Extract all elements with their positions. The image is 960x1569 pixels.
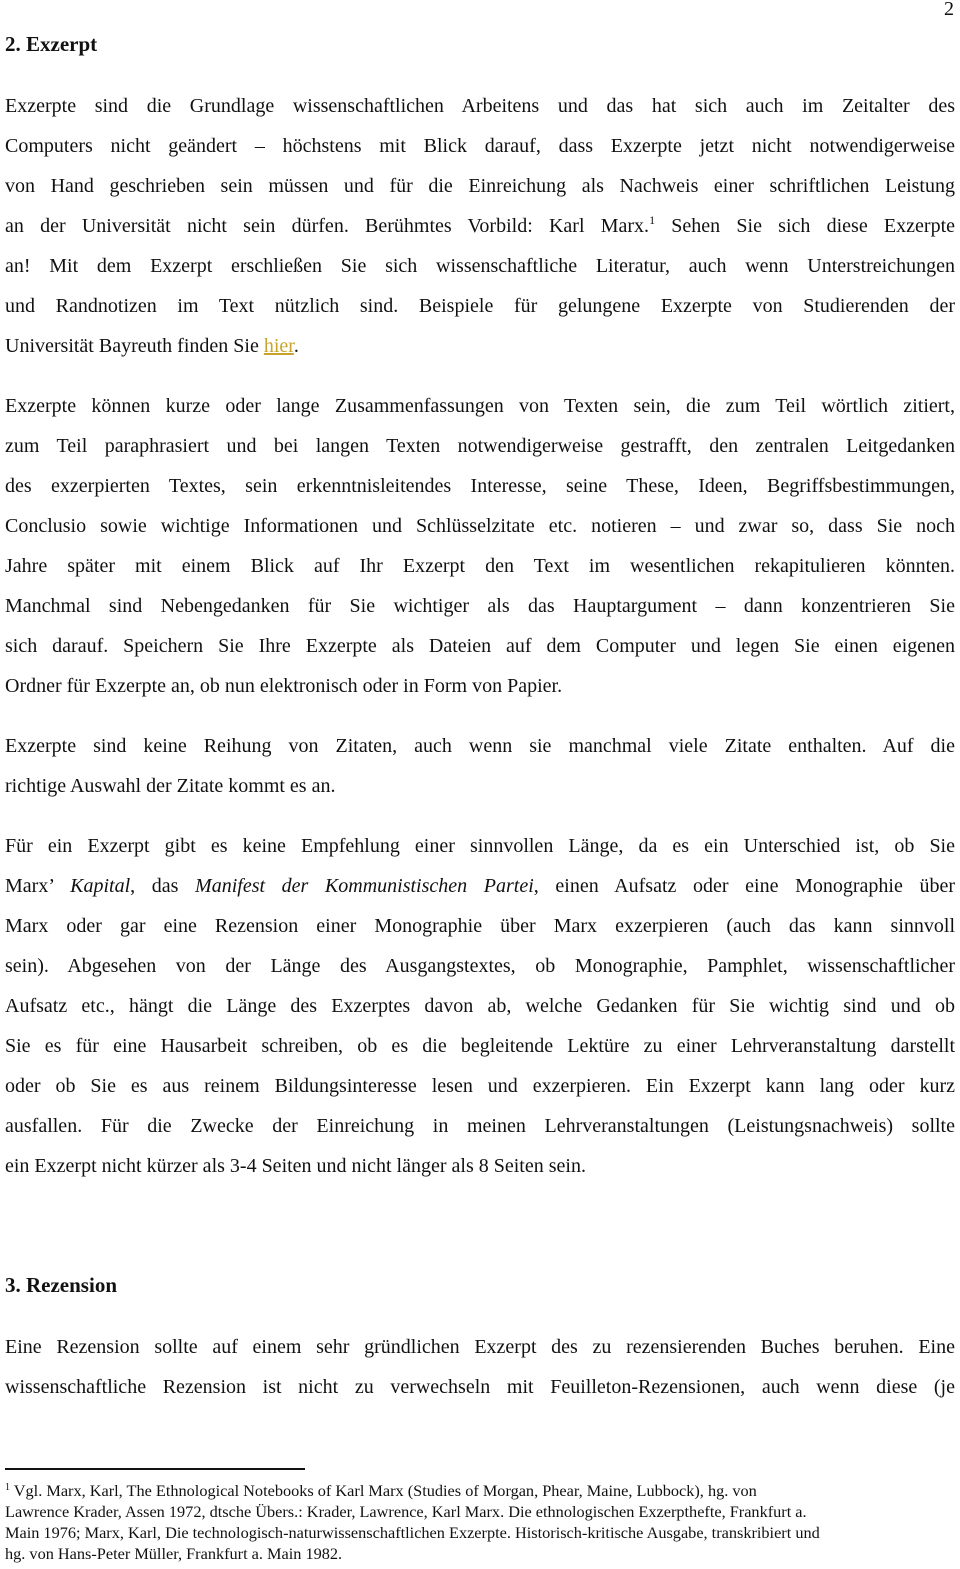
text-segment: Universität Bayreuth finden Sie (5, 335, 264, 357)
text-segment: , das (130, 875, 196, 897)
text-segment: an der Universität nicht sein dürfen. Berühmtes Vorbild: Karl Marx. (5, 215, 650, 237)
line-text: Computers nicht geändert – höchstens mit Blick darauf, dass Exzerpte jetzt nicht notwendigerweise (5, 135, 955, 157)
paragraph (5, 726, 955, 806)
line-text: Jahre später mit einem Blick auf Ihr Exzerpt den Text im wesentlichen rekapitulieren könnten. (5, 555, 955, 577)
paragraph (5, 1327, 955, 1407)
line-text: Eine Rezension sollte auf einem sehr gründlichen Exzerpt des zu rezensierenden Buches beruhen. Eine (5, 1336, 955, 1358)
hier-link[interactable]: hier (263, 335, 294, 357)
line-text: Für ein Exzerpt gibt es keine Empfehlung einer sinnvollen Länge, da es ein Unterschied ist, ob Sie (5, 835, 955, 857)
line-text: sich darauf. Speichern Sie Ihre Exzerpte als Dateien auf dem Computer und legen Sie einen eigenen (5, 635, 955, 657)
text-segment: , einen Aufsatz oder eine Monographie über (533, 875, 956, 897)
italic-title: Manifest der Kommunistischen Partei (195, 875, 534, 897)
text-line (5, 1367, 955, 1407)
line-text: oder ob Sie es aus reinem Bildungsinteresse lesen und exzerpieren. Ein Exzerpt kann lang oder kurz (5, 1075, 955, 1097)
italic-title: Kapital (70, 875, 131, 897)
text-line (5, 126, 955, 166)
line-text: Exzerpte können kurze oder lange Zusammenfassungen von Texten sein, die zum Teil wörtlich zitiert, (5, 395, 955, 417)
text-line (5, 826, 955, 866)
line-text: Exzerpte sind keine Reihung von Zitaten, auch wenn sie manchmal viele Zitate enthalten. Auf die (5, 735, 955, 757)
text-segment: Sehen Sie sich diese Exzerpte (655, 215, 955, 237)
footnote-divider (5, 1468, 305, 1470)
line-text: Conclusio sowie wichtige Informationen und Schlüsselzitate etc. notieren – und zwar so, dass Sie noch (5, 515, 955, 537)
text-line (5, 386, 955, 426)
text-line (5, 726, 955, 766)
text-line (5, 86, 955, 126)
line-text: an! Mit dem Exzerpt erschließen Sie sich wissenschaftliche Literatur, auch wenn Unterstreichungen (5, 255, 955, 277)
line-text (5, 866, 955, 906)
footnote-line: $^1$ Vgl. Marx, Karl, The Ethnological Notebooks of Karl Marx (Studies of Morgan, Phear, Maine, Lubbock), hg. von (5, 1481, 757, 1500)
text-line (5, 1066, 955, 1106)
text-line (5, 866, 955, 906)
text-line (5, 426, 955, 466)
text-line (5, 466, 955, 506)
text-line (5, 206, 955, 246)
section-heading-rezension: 3. Rezension (5, 1273, 117, 1297)
text-line (5, 326, 955, 366)
text-line (5, 626, 955, 666)
footnote-line: Lawrence Krader, Assen 1972, dtsche Übers.: Krader, Lawrence, Karl Marx. Die ethnologischen Exzerpthefte, Frankfurt a. (5, 1502, 807, 1521)
text-line (5, 166, 955, 206)
text-line (5, 286, 955, 326)
line-text: ein Exzerpt nicht kürzer als 3-4 Seiten und nicht länger als 8 Seiten sein. (5, 1155, 586, 1177)
text-line (5, 246, 955, 286)
line-text (5, 206, 955, 246)
line-text: Exzerpte sind die Grundlage wissenschaftlichen Arbeitens und das hat sich auch im Zeitalter des (5, 95, 955, 117)
text-line (5, 546, 955, 586)
line-text: Aufsatz etc., hängt die Länge des Exzerptes davon ab, welche Gedanken für Sie wichtig sind und ob (5, 995, 955, 1017)
text-segment: . (293, 335, 299, 357)
line-text: zum Teil paraphrasiert und bei langen Texten notwendigerweise gestrafft, den zentralen Leitgedanken (5, 435, 955, 457)
text-line (5, 906, 955, 946)
line-text: richtige Auswahl der Zitate kommt es an. (5, 775, 336, 797)
text-line (5, 1026, 955, 1066)
line-text: Ordner für Exzerpte an, ob nun elektronisch oder in Form von Papier. (5, 675, 563, 697)
footnote (5, 1480, 955, 1564)
text-line (5, 506, 955, 546)
text-line (5, 1327, 955, 1367)
line-text: sein). Abgesehen von der Länge des Ausgangstextes, ob Monographie, Pamphlet, wissenschaftlicher (5, 955, 955, 977)
line-text: des exzerpierten Textes, sein erkenntnisleitendes Interesse, seine These, Ideen, Begriffsbestimmungen, (5, 475, 955, 497)
paragraph (5, 826, 955, 1186)
line-text: Sie es für eine Hausarbeit schreiben, ob es die begleitende Lektüre zu einer Lehrveranstaltung darstellt (5, 1035, 955, 1057)
footnote-line: Main 1976; Marx, Karl, Die technologisch-naturwissenschaftlichen Exzerpte. Historisch-kritische Ausgabe, transkribiert und (5, 1523, 820, 1542)
line-text: Marx oder gar eine Rezension einer Monographie über Marx exzerpieren (auch das kann sinnvoll (5, 915, 955, 937)
text-line (5, 1146, 955, 1186)
text-line (5, 666, 955, 706)
line-text: und Randnotizen im Text nützlich sind. Beispiele für gelungene Exzerpte von Studierenden der (5, 295, 955, 317)
footnote-marker: 1 (5, 1482, 10, 1493)
line-text (5, 326, 955, 366)
paragraph (5, 386, 955, 706)
line-text: wissenschaftliche Rezension ist nicht zu verwechseln mit Feuilleton-Rezensionen, auch wenn diese (je (5, 1376, 955, 1398)
text-line (5, 986, 955, 1026)
paragraph (5, 86, 955, 366)
page-number: 2 (944, 0, 954, 20)
text-line (5, 586, 955, 626)
text-line (5, 766, 955, 806)
footnote-line: hg. von Hans-Peter Müller, Frankfurt a. Main 1982. (5, 1544, 343, 1563)
section-heading-exzerpt: 2. Exzerpt (5, 32, 98, 56)
line-text: ausfallen. Für die Zwecke der Einreichung in meinen Lehrveranstaltungen (Leistungsnachweis) sollte (5, 1115, 955, 1137)
line-text: von Hand geschrieben sein müssen und für die Einreichung als Nachweis einer schriftlichen Leistung (5, 175, 955, 197)
text-line (5, 1106, 955, 1146)
footnote-reference[interactable]: 1 (649, 213, 656, 227)
line-text: Manchmal sind Nebengedanken für Sie wichtiger als das Hauptargument – dann konzentrieren Sie (5, 595, 955, 617)
text-line (5, 946, 955, 986)
text-segment: Marx’ (5, 875, 71, 897)
